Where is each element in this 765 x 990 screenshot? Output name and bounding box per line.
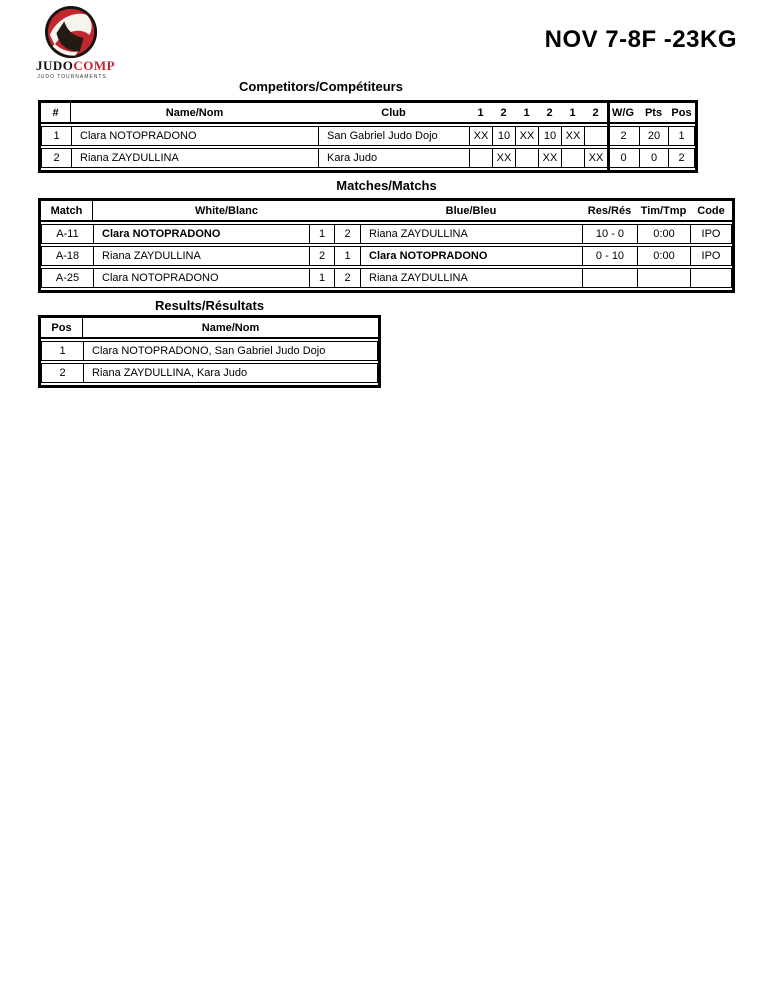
- judo-throw-icon: [41, 5, 103, 61]
- white-player: Clara NOTOPRADONO: [94, 269, 310, 287]
- result-name: Clara NOTOPRADONO, San Gabriel Judo Dojo: [92, 345, 326, 357]
- code-cell: IPO: [701, 228, 721, 240]
- score-cell: XX: [539, 149, 562, 167]
- results-header-row: [41, 318, 378, 339]
- score-cell: [562, 149, 585, 167]
- result-position: 2: [42, 364, 84, 382]
- wins-cell: 0: [608, 149, 640, 167]
- match-row: [41, 268, 732, 288]
- time-cell: 0:00: [638, 247, 691, 265]
- position-cell: 1: [678, 130, 685, 142]
- score-cell: XX: [493, 149, 516, 167]
- white-player: Riana ZAYDULLINA: [94, 247, 310, 265]
- matches-header-row: [41, 201, 732, 222]
- white-number: 2: [310, 247, 335, 265]
- header-time: Tim/Tmp: [640, 204, 687, 217]
- match-id: A-25: [42, 269, 94, 287]
- matches-table: [38, 198, 735, 293]
- blue-number: 1: [335, 247, 361, 265]
- page-title: NOV 7-8F -23KG: [544, 26, 737, 53]
- competitor-club: San Gabriel Judo Dojo: [319, 127, 470, 145]
- white-player: Clara NOTOPRADONO: [94, 225, 310, 243]
- result-cell: 0 - 10: [583, 247, 638, 265]
- competitor-row: [41, 148, 695, 168]
- score-cell: XX: [470, 127, 493, 145]
- match-id: A-11: [42, 225, 94, 243]
- blue-player: Riana ZAYDULLINA: [361, 269, 583, 287]
- header-pts: Pts: [644, 106, 663, 119]
- logo-text-comp: COMP: [73, 58, 116, 73]
- score-cell: [585, 127, 608, 145]
- blue-player: Riana ZAYDULLINA: [361, 225, 583, 243]
- header-number: #: [41, 103, 71, 122]
- score-cell: [516, 149, 539, 167]
- code-cell: [691, 269, 731, 287]
- judocomp-logo: [36, 5, 116, 80]
- competitors-table: [38, 100, 698, 173]
- result-cell: 10 - 0: [583, 225, 638, 243]
- header-wg: W/G: [612, 106, 634, 119]
- time-cell: [638, 269, 691, 287]
- header-result: Res/Rés: [587, 204, 632, 217]
- score-cell: 10: [493, 127, 516, 145]
- match-id: A-18: [42, 247, 94, 265]
- header-round-5: 1: [569, 106, 576, 119]
- logo-wordmark: [36, 58, 116, 73]
- header-name: Name/Nom: [201, 321, 260, 334]
- match-row: [41, 246, 732, 266]
- competitors-section-title: Competitors/Compétiteurs: [239, 79, 403, 94]
- blue-number: 2: [335, 269, 361, 287]
- blue-number: 2: [335, 225, 361, 243]
- result-row: [41, 363, 378, 383]
- competitor-row: [41, 126, 695, 146]
- header-club: Club: [381, 106, 406, 119]
- wg-section-divider: [607, 103, 610, 170]
- wins-cell: 2: [608, 127, 640, 145]
- position-cell: 2: [678, 152, 685, 164]
- blue-player: Clara NOTOPRADONO: [361, 247, 583, 265]
- header-name: Name/Nom: [165, 106, 224, 119]
- header-code: Code: [697, 204, 725, 217]
- header-round-1: 1: [477, 106, 484, 119]
- competitors-header-row: [41, 103, 695, 124]
- result-cell: [583, 269, 638, 287]
- logo-tagline: JUDO TOURNAMENTS: [37, 74, 107, 80]
- score-cell: XX: [516, 127, 539, 145]
- results-section-title: Results/Résultats: [154, 298, 265, 313]
- competitor-number: 1: [42, 127, 72, 145]
- header-white: White/Blanc: [195, 204, 258, 217]
- results-table: [38, 315, 381, 388]
- matches-section-title: Matches/Matchs: [336, 178, 437, 193]
- time-cell: 0:00: [638, 225, 691, 243]
- points-cell: 20: [640, 127, 669, 145]
- competitor-name: Riana ZAYDULLINA: [72, 149, 319, 167]
- header-round-3: 1: [523, 106, 530, 119]
- points-cell: 0: [640, 149, 669, 167]
- result-row: [41, 341, 378, 361]
- header-pos: Pos: [671, 106, 692, 119]
- header-round-2: 2: [500, 106, 507, 119]
- code-cell: IPO: [701, 250, 721, 262]
- score-cell: XX: [562, 127, 585, 145]
- header-match: Match: [41, 201, 93, 220]
- competitor-club: Kara Judo: [319, 149, 470, 167]
- white-number: 1: [310, 269, 335, 287]
- header-blue: Blue/Bleu: [445, 204, 497, 217]
- match-row: [41, 224, 732, 244]
- header-round-6: 2: [592, 106, 599, 119]
- competitor-name: Clara NOTOPRADONO: [72, 127, 319, 145]
- score-cell: 10: [539, 127, 562, 145]
- header-round-4: 2: [546, 106, 553, 119]
- header-pos: Pos: [41, 318, 83, 337]
- logo-text-judo: JUDO: [36, 58, 74, 73]
- result-name: Riana ZAYDULLINA, Kara Judo: [92, 367, 248, 379]
- white-number: 1: [310, 225, 335, 243]
- competitor-number: 2: [42, 149, 72, 167]
- score-cell: [470, 149, 493, 167]
- score-cell: XX: [585, 149, 608, 167]
- result-position: 1: [42, 342, 84, 360]
